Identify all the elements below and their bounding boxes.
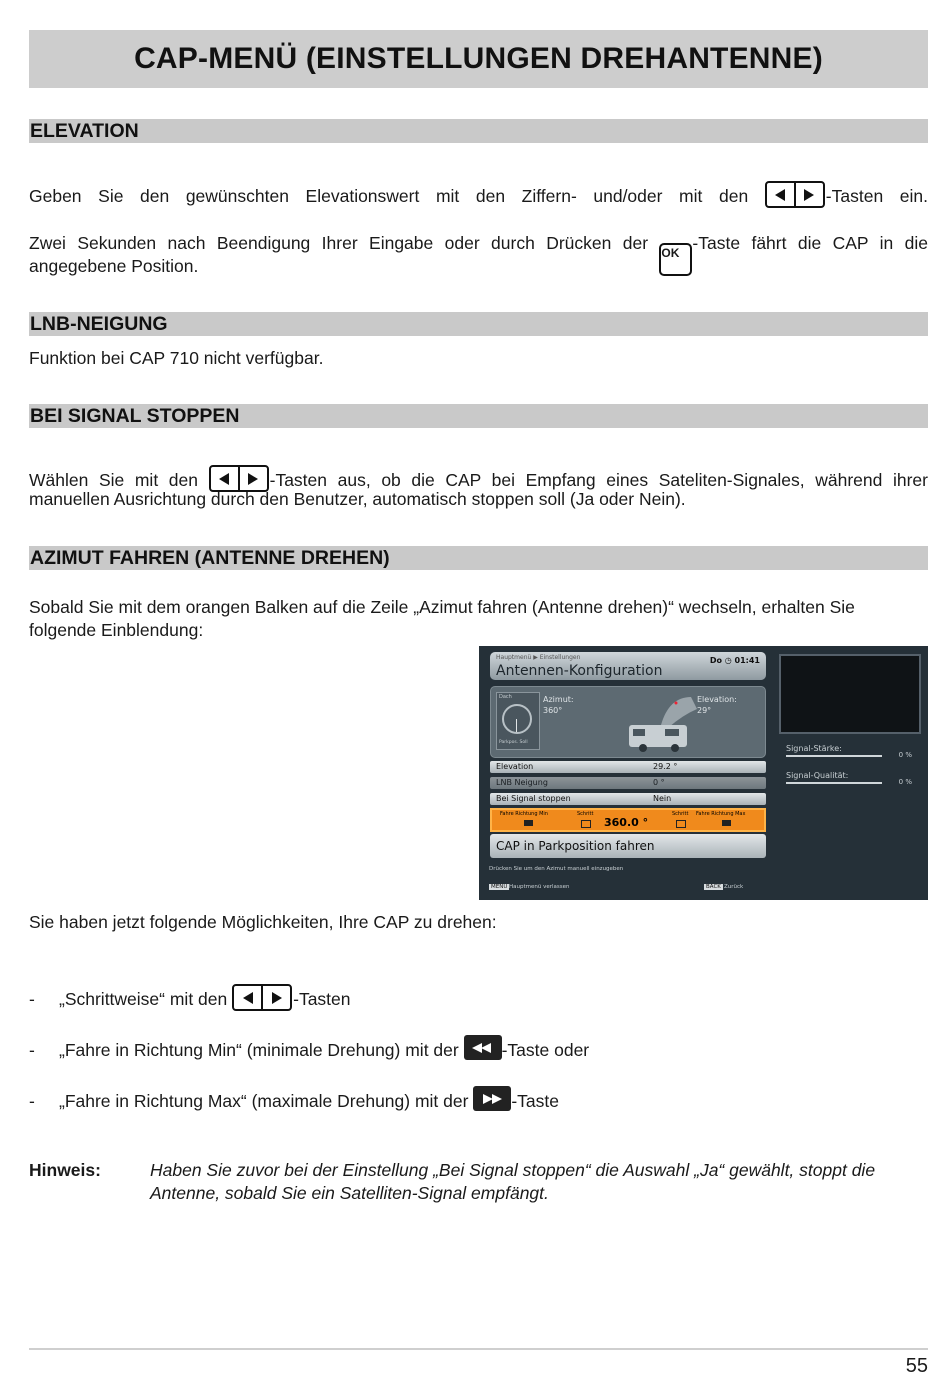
text: „Fahre in Richtung Min“ (minimale Drehung) mit der bbox=[59, 1040, 459, 1060]
rewind-key-icon bbox=[524, 820, 533, 826]
right-arrow-key-icon bbox=[795, 181, 825, 208]
compass-icon bbox=[502, 704, 532, 734]
note-line-1: Haben Sie zuvor bei der Einstellung „Bei Signal stoppen“ die Auswahl „Ja“ gewählt, stoppt die bbox=[150, 1160, 876, 1180]
ok-key-icon: OK bbox=[659, 243, 692, 276]
text: -Taste bbox=[511, 1091, 559, 1111]
elevation-paragraph-3: angegebene Position. bbox=[29, 256, 199, 276]
menu-hint: Hauptmenü verlassen bbox=[509, 884, 570, 890]
azimut-readout: 360.0 ° bbox=[604, 816, 649, 829]
left-arrow-key-icon bbox=[765, 181, 795, 208]
screen-title: Antennen-Konfiguration bbox=[496, 663, 663, 679]
text: -Taste oder bbox=[501, 1040, 590, 1060]
row-value: 29.2 ° bbox=[653, 762, 678, 771]
signal-strength-bar bbox=[786, 755, 882, 757]
text: „Fahre in Richtung Max“ (maximale Drehung) mit der bbox=[59, 1091, 469, 1111]
signal-quality-label: Signal-Qualität: bbox=[786, 771, 849, 780]
option-min bbox=[29, 1035, 589, 1062]
text: Wählen Sie mit den bbox=[29, 470, 198, 490]
note-line-2: Antenne, sobald Sie ein Satelliten-Signal empfängt. bbox=[150, 1183, 549, 1203]
azimut-label: Azimut: bbox=[543, 695, 574, 704]
elevation-value: 29° bbox=[697, 706, 712, 715]
row-value: Nein bbox=[653, 794, 672, 803]
lnb-text: Funktion bei CAP 710 nicht verfügbar. bbox=[29, 348, 324, 368]
forward-key-icon bbox=[722, 820, 731, 826]
page-title: CAP-MENÜ (EINSTELLUNGEN DREHANTENNE) bbox=[134, 42, 823, 75]
menu-row-lnb bbox=[490, 777, 766, 789]
option-step bbox=[29, 984, 351, 1011]
azimut-paragraph-1: Sobald Sie mit dem orangen Balken auf die Zeile „Azimut fahren (Antenne drehen)“ wechseln, erhalten Sie bbox=[29, 597, 855, 617]
elevation-paragraph-1 bbox=[29, 181, 928, 208]
text: Geben Sie den gewünschten Elevationswert mit den Ziffern- und/oder mit den bbox=[29, 186, 749, 206]
min-label: Fahre Richtung Min bbox=[500, 811, 548, 817]
step-label: Schritt bbox=[672, 811, 689, 817]
menu-row-signal-stop[interactable] bbox=[490, 793, 766, 805]
menu-row-elevation[interactable] bbox=[490, 761, 766, 773]
bullet-dash: - bbox=[29, 1040, 35, 1060]
elevation-label: Elevation: bbox=[697, 695, 737, 704]
section-heading: ELEVATION bbox=[30, 120, 139, 142]
row-value: 0 ° bbox=[653, 778, 665, 787]
signal-strength-label: Signal-Stärke: bbox=[786, 744, 842, 753]
motorhome-icon bbox=[621, 695, 701, 755]
hint-text: Drücken Sie um den Azimut manuell einzugeben bbox=[489, 866, 624, 872]
back-key-icon: BACK bbox=[706, 884, 721, 890]
bullet-dash: - bbox=[29, 989, 35, 1009]
text: -Tasten aus, ob die CAP bei Empfang eines Sateliten-Signales, während ihrer bbox=[269, 470, 928, 490]
dach-label: Dach bbox=[499, 694, 512, 700]
clock-readout: Do ◷ 01:41 bbox=[709, 656, 760, 665]
tv-preview bbox=[779, 654, 921, 734]
signal-quality-value: 0 % bbox=[898, 778, 912, 786]
right-key-icon bbox=[676, 820, 686, 828]
section-lnb-header bbox=[29, 312, 928, 336]
page-number: 55 bbox=[905, 1355, 928, 1377]
signal-quality-bar bbox=[786, 782, 882, 784]
note-label: Hinweis: bbox=[29, 1160, 101, 1180]
azimut-drive-bar[interactable] bbox=[490, 808, 766, 832]
row-label: Bei Signal stoppen bbox=[496, 794, 571, 803]
option-max bbox=[29, 1086, 559, 1113]
text: -Tasten bbox=[293, 989, 351, 1009]
text: Zwei Sekunden nach Beendigung Ihrer Eingabe oder durch Drücken der bbox=[29, 233, 649, 253]
azimut-paragraph-2: folgende Einblendung: bbox=[29, 620, 204, 640]
signal-strength-value: 0 % bbox=[898, 751, 912, 759]
menu-key-icon: MENU bbox=[491, 884, 508, 890]
section-signal-header bbox=[29, 404, 928, 428]
screen-header bbox=[490, 652, 766, 680]
antenna-panel bbox=[490, 686, 766, 758]
text: „Schrittweise“ mit den bbox=[59, 989, 228, 1009]
step-label: Schritt bbox=[577, 811, 594, 817]
left-arrow-key-icon bbox=[232, 984, 262, 1011]
section-azimut-header bbox=[29, 546, 928, 570]
left-key-icon bbox=[581, 820, 591, 828]
right-arrow-key-icon bbox=[262, 984, 292, 1011]
section-heading: BEI SIGNAL STOPPEN bbox=[30, 405, 240, 427]
parkpos-label: Parkpos. Soll bbox=[499, 740, 528, 745]
text: -Tasten ein. bbox=[825, 186, 928, 206]
title-bar bbox=[29, 30, 928, 88]
section-heading: AZIMUT FAHREN (ANTENNE DREHEN) bbox=[30, 547, 390, 569]
footer-rule bbox=[29, 1348, 928, 1350]
rewind-key-icon bbox=[464, 1035, 502, 1060]
tv-screenshot bbox=[479, 646, 928, 900]
text: -Taste fährt die CAP in die bbox=[692, 233, 928, 253]
azimut-value: 360° bbox=[543, 706, 563, 715]
fast-forward-key-icon bbox=[473, 1086, 511, 1111]
signal-paragraph-2: manuellen Ausrichtung durch den Benutzer, automatisch stoppen soll (Ja oder Nein). bbox=[29, 489, 686, 509]
park-label: CAP in Parkposition fahren bbox=[496, 839, 655, 853]
section-heading: LNB-NEIGUNG bbox=[30, 313, 168, 335]
row-label: Elevation bbox=[496, 762, 534, 771]
section-elevation-header bbox=[29, 119, 928, 143]
breadcrumb: Hauptmenü ▶ Einstellungen bbox=[496, 654, 581, 661]
back-hint: Zurück bbox=[724, 884, 744, 890]
park-button[interactable] bbox=[490, 834, 766, 858]
max-label: Fahre Richtung Max bbox=[696, 811, 746, 817]
options-intro: Sie haben jetzt folgende Möglichkeiten, Ihre CAP zu drehen: bbox=[29, 912, 497, 932]
dish-box bbox=[496, 692, 540, 750]
row-label: LNB Neigung bbox=[496, 778, 548, 787]
bullet-dash: - bbox=[29, 1091, 35, 1111]
